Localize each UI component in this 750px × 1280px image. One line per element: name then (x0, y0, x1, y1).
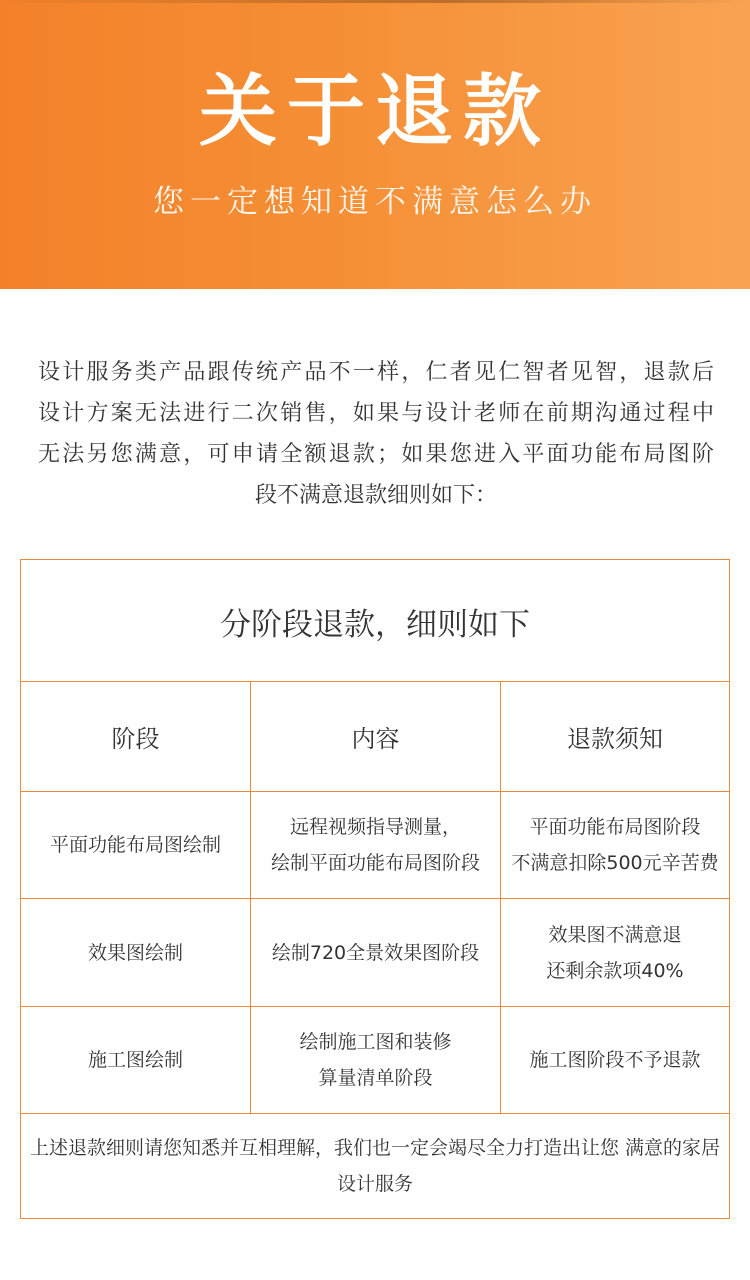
header-content: 内容 (351, 725, 400, 753)
intro-line: 无法另您满意，可申请全额退款；如果您进入平面功能布局图阶 (38, 442, 714, 467)
table-cell-stage (21, 792, 250, 898)
table-cell-notice (501, 1007, 729, 1113)
header-stage: 阶段 (111, 725, 160, 753)
content-text: 绘制施工图和装修 (299, 1031, 452, 1053)
intro-line: 设计服务类产品跟传统产品不一样，仁者见仁智者见智，退款后 (38, 360, 714, 385)
stage-text: 效果图绘制 (87, 941, 183, 964)
table-cell-content (251, 792, 500, 898)
table-cell-stage (21, 1007, 250, 1113)
content-text: 算量清单阶段 (318, 1067, 433, 1089)
banner-top-shadow (0, 0, 750, 3)
content-text: 远程视频指导测量， (289, 816, 461, 838)
table-cell-notice (501, 792, 729, 898)
content-text: 绘制平面功能布局图阶段 (270, 852, 480, 874)
content-text: 绘制720全景效果图阶段 (271, 941, 480, 964)
stage-text: 施工图绘制 (87, 1049, 183, 1071)
footer-text: 满意的家居设计服务 (336, 1137, 721, 1195)
banner-title: 关于退款 (198, 67, 551, 157)
notice-text: 不满意扣除500元辛苦费 (511, 852, 719, 874)
notice-text: 效果图不满意退 (548, 923, 682, 946)
footer-text: 上述退款细则请您知悉并互相理解，我们也一定会竭尽全力打造出让您 (29, 1137, 619, 1159)
header-notice: 退款须知 (567, 725, 663, 753)
notice-text: 还剩余款项40% (546, 959, 684, 982)
intro-line: 设计方案无法进行二次销售，如果与设计老师在前期沟通过程中 (38, 401, 714, 426)
table-title: 分阶段退款，细则如下 (220, 606, 530, 643)
intro-paragraph (38, 352, 714, 516)
intro-line: 段不满意退款细则如下： (254, 483, 497, 508)
refund-table (20, 559, 730, 1219)
table-footer-note (21, 1114, 729, 1218)
notice-text: 平面功能布局图阶段 (529, 816, 701, 838)
table-cell-stage (21, 899, 250, 1006)
stage-text: 平面功能布局图绘制 (49, 834, 221, 856)
table-cell-content (251, 1007, 500, 1113)
banner-subtitle: 您一定想知道不满意怎么办 (153, 184, 597, 220)
header-banner (0, 0, 750, 289)
table-cell-notice (501, 899, 729, 1006)
notice-text: 施工图阶段不予退款 (529, 1049, 701, 1071)
table-cell-content (251, 899, 500, 1006)
